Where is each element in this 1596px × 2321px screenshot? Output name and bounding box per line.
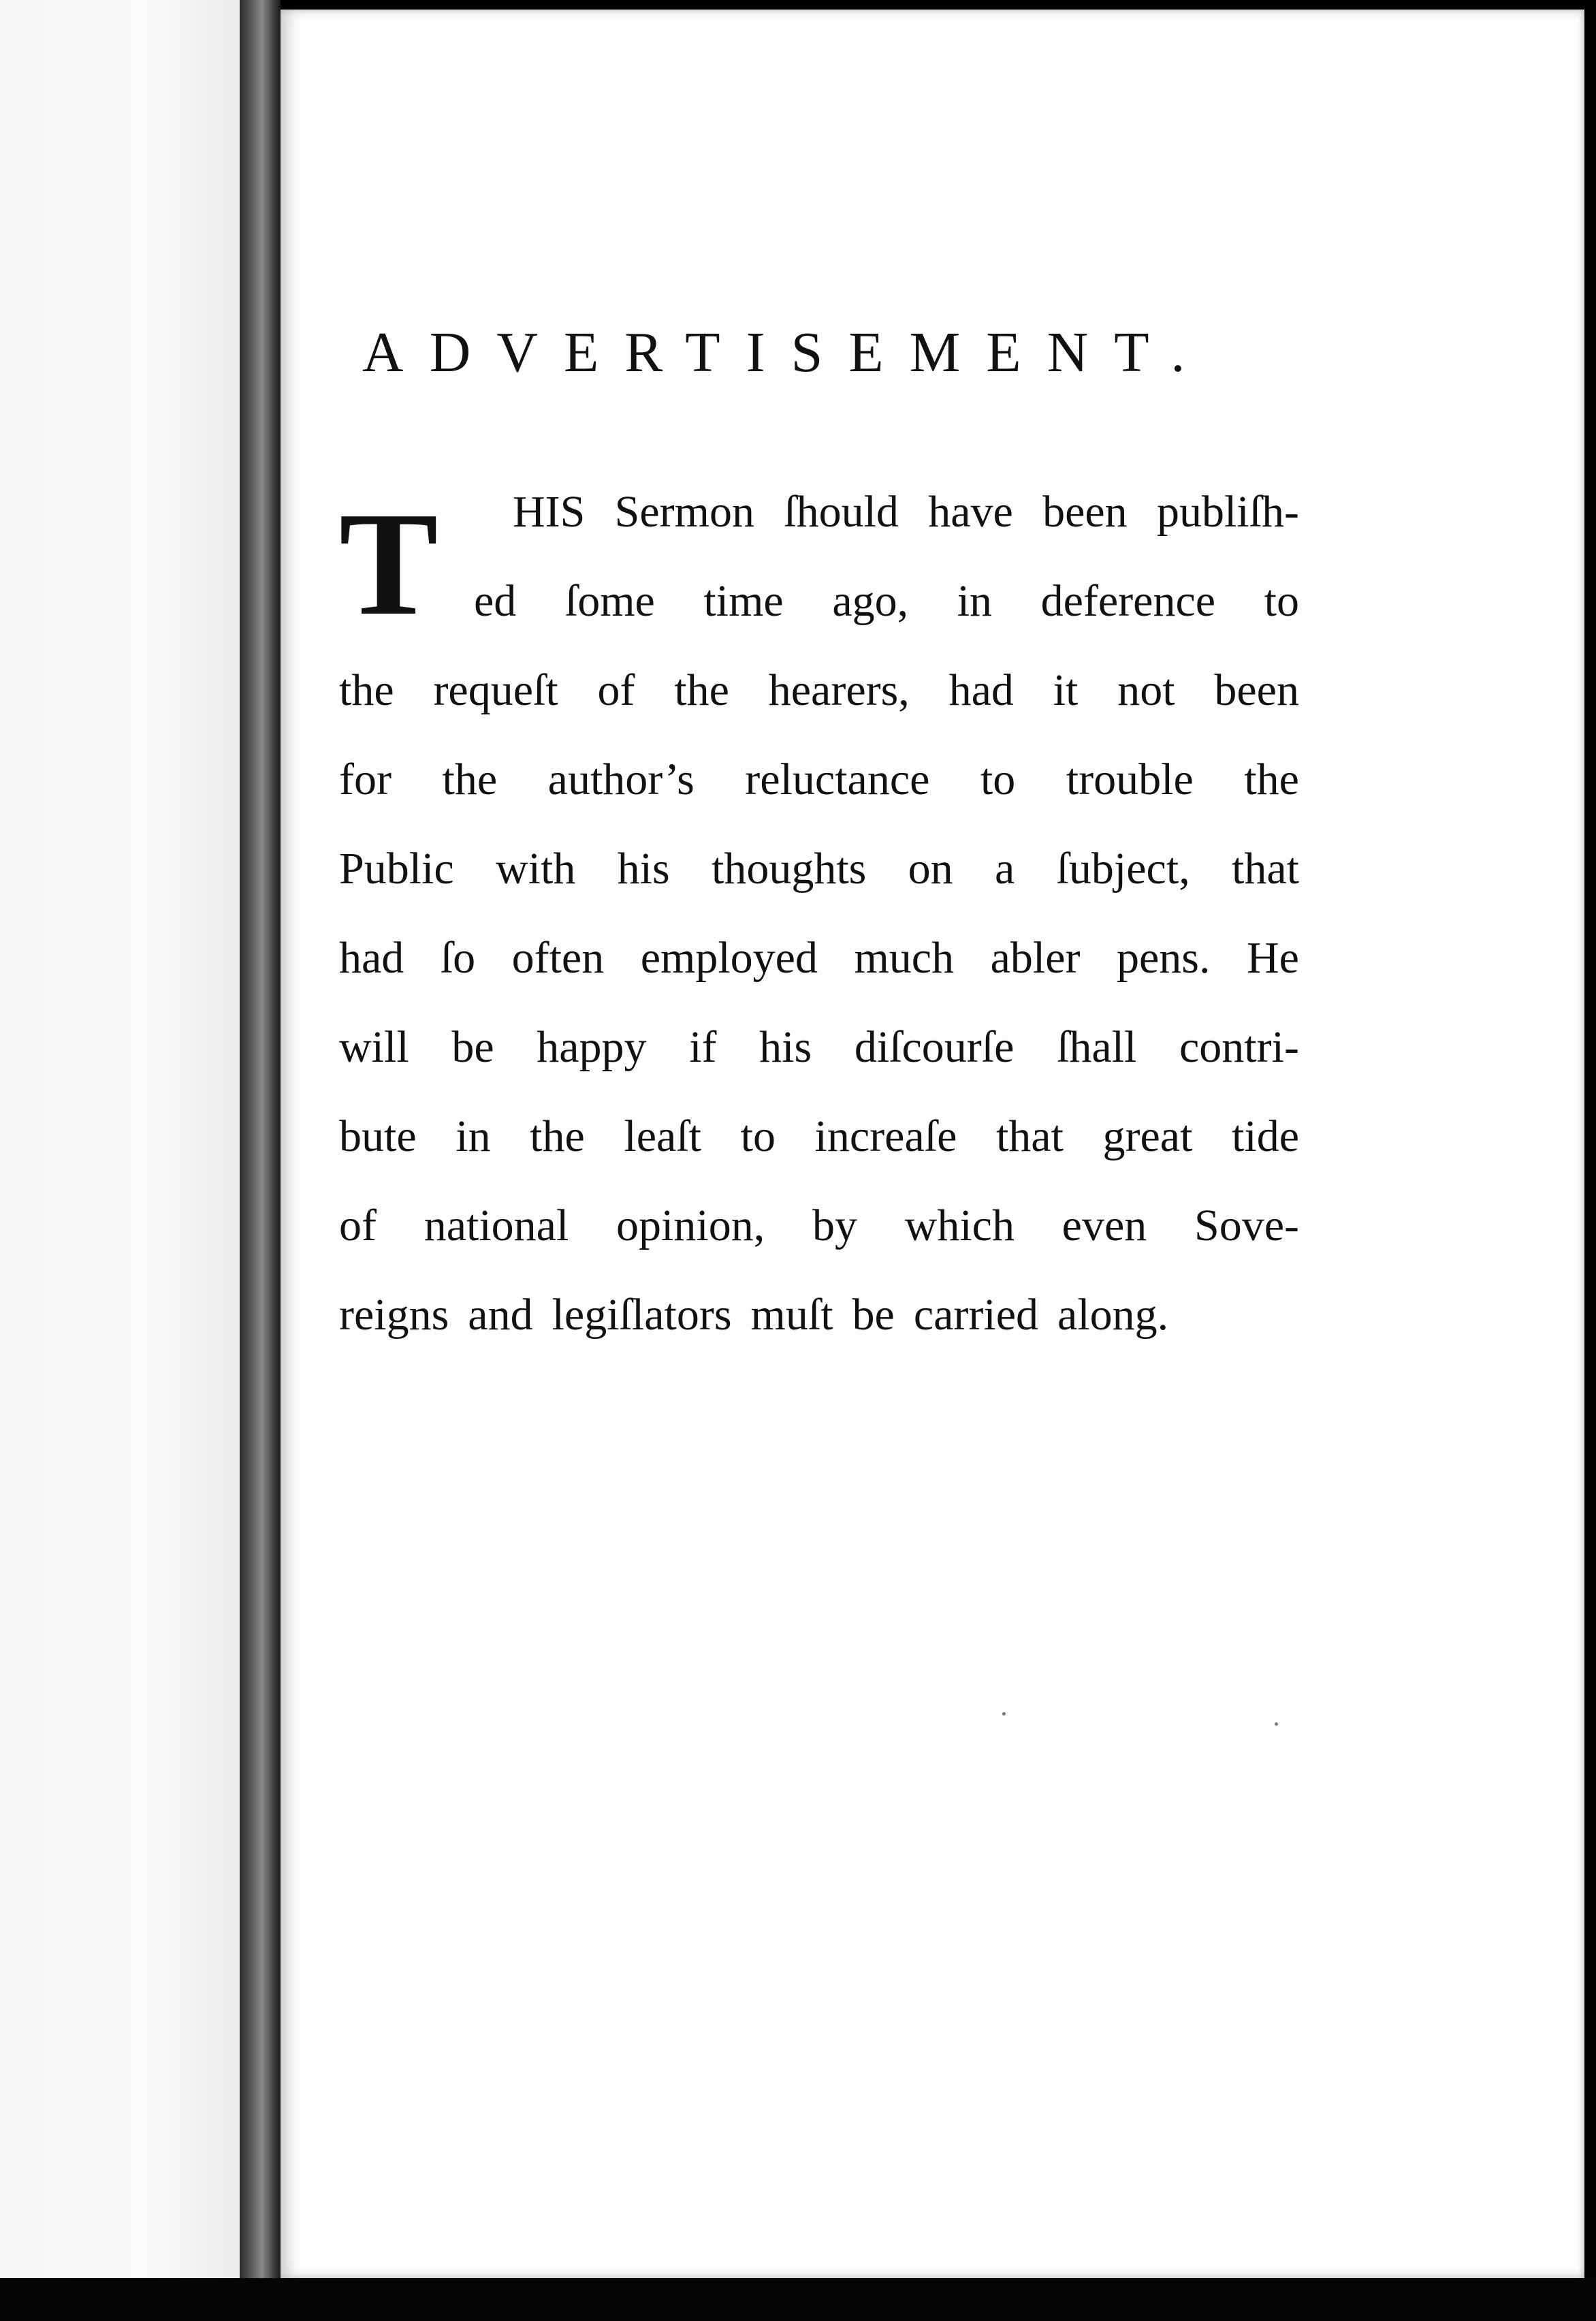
word: not bbox=[1117, 665, 1175, 715]
word: Sermon bbox=[614, 487, 754, 537]
word: abler bbox=[990, 933, 1081, 983]
word: of bbox=[597, 665, 635, 715]
word: had bbox=[339, 933, 404, 983]
text-line bbox=[339, 467, 1299, 556]
word: have bbox=[928, 487, 1013, 537]
word: ſo bbox=[440, 933, 476, 983]
word: often bbox=[511, 933, 605, 983]
word: the bbox=[530, 1111, 585, 1161]
drop-cap: T bbox=[339, 482, 438, 646]
word: hearers, bbox=[768, 665, 910, 715]
text-line bbox=[339, 735, 1299, 824]
page-advertisement bbox=[281, 10, 1584, 2278]
word: publiſh- bbox=[1156, 487, 1299, 537]
word: for bbox=[339, 755, 392, 804]
binding-gutter bbox=[240, 0, 281, 2278]
advertisement-body bbox=[339, 467, 1299, 1359]
word: the bbox=[442, 755, 498, 804]
word: great bbox=[1102, 1111, 1193, 1161]
word: of bbox=[339, 1201, 377, 1250]
word: Sove- bbox=[1194, 1201, 1299, 1250]
word: ed bbox=[474, 576, 517, 626]
text-line bbox=[339, 1181, 1299, 1270]
word: ago, bbox=[832, 576, 909, 626]
word: increaſe bbox=[814, 1111, 957, 1161]
text-line bbox=[339, 1002, 1299, 1092]
word: diſcourſe bbox=[854, 1022, 1015, 1072]
word: time bbox=[703, 576, 784, 626]
word: national bbox=[424, 1201, 569, 1250]
text-line bbox=[339, 1270, 1299, 1359]
text-line bbox=[339, 646, 1299, 735]
word: even bbox=[1062, 1201, 1147, 1250]
word: thoughts bbox=[712, 844, 867, 894]
word: tide bbox=[1232, 1111, 1299, 1161]
word: had bbox=[948, 665, 1014, 715]
word: that bbox=[995, 1111, 1064, 1161]
word: will bbox=[339, 1022, 409, 1072]
word: ſhould bbox=[784, 487, 899, 537]
word: been bbox=[1042, 487, 1128, 537]
word: bute bbox=[339, 1111, 417, 1161]
word: leaſt bbox=[624, 1111, 702, 1161]
text-line bbox=[339, 824, 1299, 913]
word: it bbox=[1053, 665, 1079, 715]
word: be bbox=[451, 1022, 494, 1072]
facing-page-left bbox=[0, 0, 240, 2278]
word: be bbox=[852, 1290, 895, 1340]
word: to bbox=[740, 1111, 776, 1161]
word: ſhall bbox=[1057, 1022, 1137, 1072]
word: in bbox=[957, 576, 993, 626]
word: that bbox=[1232, 844, 1299, 894]
word: ſubject, bbox=[1056, 844, 1190, 894]
word: He bbox=[1246, 933, 1299, 983]
text-line bbox=[339, 913, 1299, 1002]
word: the bbox=[1244, 755, 1299, 804]
text-lines bbox=[339, 467, 1299, 1359]
word: reigns bbox=[339, 1290, 449, 1340]
word: much bbox=[854, 933, 955, 983]
text-line bbox=[339, 1092, 1299, 1181]
paper-speck bbox=[1275, 1722, 1278, 1726]
word: been bbox=[1214, 665, 1299, 715]
word: contri- bbox=[1179, 1022, 1299, 1072]
word: pens. bbox=[1116, 933, 1211, 983]
word: requeſt bbox=[433, 665, 558, 715]
word: happy bbox=[537, 1022, 647, 1072]
word: opinion, bbox=[616, 1201, 765, 1250]
word: a bbox=[994, 844, 1015, 894]
word: on bbox=[908, 844, 953, 894]
word: the bbox=[339, 665, 394, 715]
word: Public bbox=[339, 844, 454, 894]
word: employed bbox=[640, 933, 818, 983]
word: reluctance bbox=[745, 755, 930, 804]
word: author’s bbox=[547, 755, 695, 804]
word: trouble bbox=[1066, 755, 1194, 804]
scan-border-bottom bbox=[0, 2278, 1596, 2321]
paper-speck bbox=[1002, 1712, 1006, 1716]
word: the bbox=[674, 665, 729, 715]
word: in bbox=[456, 1111, 491, 1161]
word: to bbox=[1264, 576, 1299, 626]
word: legiſlators bbox=[552, 1290, 732, 1340]
word: muſt bbox=[750, 1290, 833, 1340]
word: his bbox=[617, 844, 670, 894]
word: HIS bbox=[513, 487, 586, 537]
word: and bbox=[468, 1290, 533, 1340]
word: ſome bbox=[564, 576, 655, 626]
word: with bbox=[496, 844, 576, 894]
word: by bbox=[812, 1201, 857, 1250]
word: deference bbox=[1040, 576, 1216, 626]
word: along. bbox=[1057, 1290, 1169, 1340]
word: to bbox=[980, 755, 1016, 804]
word: carried bbox=[913, 1290, 1039, 1340]
word: his bbox=[759, 1022, 812, 1072]
word: which bbox=[904, 1201, 1015, 1250]
text-line bbox=[339, 556, 1299, 646]
page-heading: ADVERTISEMENT. bbox=[362, 321, 1211, 384]
word: if bbox=[689, 1022, 717, 1072]
